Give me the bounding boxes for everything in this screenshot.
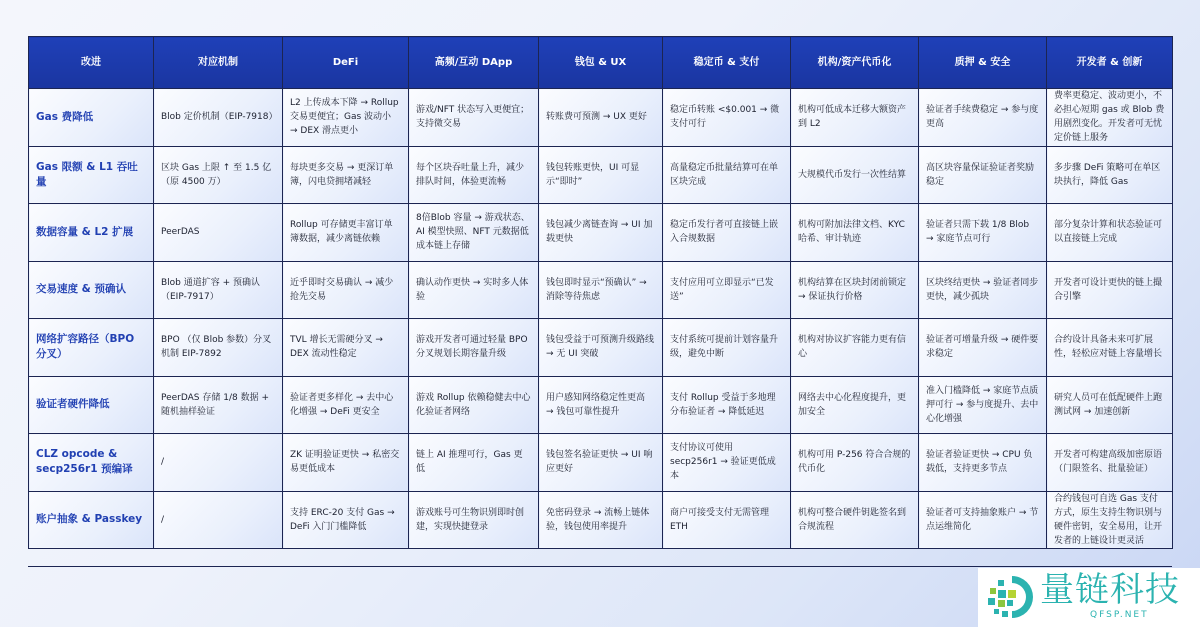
table-cell: 钱包签名验证更快 → UI 响应更好	[539, 434, 663, 492]
table-cell: 支付协议可使用 secp256r1 → 验证更低成本	[663, 434, 791, 492]
row-header-cell: 网络扩容路径（BPO 分叉）	[29, 319, 154, 377]
table-cell: L2 上传成本下降 → Rollup 交易更便宜；Gas 波动小 → DEX 滑点更小	[283, 89, 409, 147]
table-cell: 钱包即时显示“预确认” → 消除等待焦虑	[539, 261, 663, 319]
column-header: 稳定币 & 支付	[663, 37, 791, 89]
comparison-table	[28, 36, 1173, 549]
table-cell: 准入门槛降低 → 家庭节点质押可行 → 参与度提升、去中心化增强	[919, 376, 1047, 434]
table-cell: 费率更稳定、波动更小，不必担心短期 gas 或 Blob 费用剧烈变化。开发者可无忧定价链上服务	[1047, 89, 1173, 147]
table-cell: 合约设计具备未来可扩展性，轻松应对链上容量增长	[1047, 319, 1173, 377]
table-cell: 确认动作更快 → 实时多人体验	[409, 261, 539, 319]
table-cell: 游戏 Rollup 依赖稳健去中心化验证者网络	[409, 376, 539, 434]
column-header: 高频/互动 DApp	[409, 37, 539, 89]
table-cell: 验证者可增量升级 → 硬件要求稳定	[919, 319, 1047, 377]
table-cell: 机构可整合硬件钥匙签名到合规流程	[791, 491, 919, 549]
table-cell: 验证者更多样化 → 去中心化增强 → DeFi 更安全	[283, 376, 409, 434]
table-cell: TVL 增长无需硬分叉 → DEX 流动性稳定	[283, 319, 409, 377]
table-cell: 链上 AI 推理可行，Gas 更低	[409, 434, 539, 492]
table-cell: Blob 定价机制（EIP-7918）	[154, 89, 283, 147]
logo-url: QFSP.NET	[1090, 610, 1149, 620]
table-cell: 免密码登录 → 流畅上链体验，钱包使用率提升	[539, 491, 663, 549]
table-cell: 验证者验证更快 → CPU 负载低，支持更多节点	[919, 434, 1047, 492]
table-row	[29, 491, 1173, 549]
table-row	[29, 261, 1173, 319]
table-cell: 钱包受益于可预测升级路线 → 无 UI 突破	[539, 319, 663, 377]
logo-name: 量链科技	[1040, 570, 1180, 610]
table-cell: 支付应用可立即显示“已发送”	[663, 261, 791, 319]
table-row	[29, 376, 1173, 434]
table-cell: 开发者可设计更快的链上撮合引擎	[1047, 261, 1173, 319]
table-cell: 区块 Gas 上限 ↑ 至 1.5 亿（原 4500 万）	[154, 146, 283, 204]
column-header: 改进	[29, 37, 154, 89]
table-cell: 机构可用 P-256 符合合规的代币化	[791, 434, 919, 492]
table-cell: 钱包转账更快，UI 可显示“即时”	[539, 146, 663, 204]
table-cell: Rollup 可存储更丰富订单簿数据，减少离链依赖	[283, 204, 409, 262]
table-cell: /	[154, 491, 283, 549]
table-row	[29, 319, 1173, 377]
column-header: 机构/资产代币化	[791, 37, 919, 89]
table-cell: 验证者只需下载 1/8 Blob → 家庭节点可行	[919, 204, 1047, 262]
table-row	[29, 89, 1173, 147]
table-cell: ZK 证明验证更快 → 私密交易更低成本	[283, 434, 409, 492]
table-cell: 机构结算在区块封闭前锁定 → 保证执行价格	[791, 261, 919, 319]
table-cell: 转账费可预测 → UX 更好	[539, 89, 663, 147]
table-cell: 游戏/NFT 状态写入更便宜；支持微交易	[409, 89, 539, 147]
table-cell: 合约钱包可自选 Gas 支付方式，原生支持生物识别与硬件密钥，安全易用，让开发者的上链设计更灵活	[1047, 491, 1173, 549]
row-header-cell: 验证者硬件降低	[29, 376, 154, 434]
logo-icon	[984, 572, 1034, 622]
table-cell: 每块更多交易 → 更深订单簿，闪电贷拥堵减轻	[283, 146, 409, 204]
table-cell: PeerDAS 存储 1/8 数据 + 随机抽样验证	[154, 376, 283, 434]
column-header: DeFi	[283, 37, 409, 89]
table-cell: 研究人员可在低配硬件上跑测试网 → 加速创新	[1047, 376, 1173, 434]
table-cell: 机构可附加法律文档、KYC 哈希、审计轨迹	[791, 204, 919, 262]
column-header: 开发者 & 创新	[1047, 37, 1173, 89]
row-header-cell: Gas 限额 & L1 吞吐量	[29, 146, 154, 204]
table-header-row	[29, 37, 1173, 89]
table-cell: 网络去中心化程度提升，更加安全	[791, 376, 919, 434]
table-cell: 机构对协议扩容能力更有信心	[791, 319, 919, 377]
brand-logo	[978, 568, 1200, 627]
table-cell: 开发者可构建高级加密原语（门限签名、批量验证）	[1047, 434, 1173, 492]
row-header-cell: Gas 费降低	[29, 89, 154, 147]
row-header-cell: 交易速度 & 预确认	[29, 261, 154, 319]
table-cell: 支付 Rollup 受益于多地理分布验证者 → 降低延迟	[663, 376, 791, 434]
table-cell: 支持 ERC-20 支付 Gas → DeFi 入门门槛降低	[283, 491, 409, 549]
table-cell: 高量稳定币批量结算可在单区块完成	[663, 146, 791, 204]
table-cell: 每个区块吞吐量上升，减少排队时间，体验更流畅	[409, 146, 539, 204]
table-cell: Blob 通道扩容 + 预确认（EIP-7917）	[154, 261, 283, 319]
table-cell: /	[154, 434, 283, 492]
table-cell: PeerDAS	[154, 204, 283, 262]
table-cell: 商户可接受支付无需管理 ETH	[663, 491, 791, 549]
table-cell: 用户感知网络稳定性更高 → 钱包可靠性提升	[539, 376, 663, 434]
table-cell: 多步骤 DeFi 策略可在单区块执行，降低 Gas	[1047, 146, 1173, 204]
table-cell: 游戏账号可生物识别即时创建，实现快捷登录	[409, 491, 539, 549]
table-cell: 稳定币转账 <$0.001 → 微支付可行	[663, 89, 791, 147]
table-cell: 机构可低成本迁移大额资产到 L2	[791, 89, 919, 147]
table-cell: 验证者手续费稳定 → 参与度更高	[919, 89, 1047, 147]
table-cell: 钱包减少离链查询 → UI 加载更快	[539, 204, 663, 262]
table-cell: 8倍Blob 容量 → 游戏状态、AI 模型快照、NFT 元数据低成本链上存储	[409, 204, 539, 262]
column-header: 钱包 & UX	[539, 37, 663, 89]
table-row	[29, 204, 1173, 262]
footer-divider	[28, 566, 1172, 567]
table-cell: 稳定币发行者可直接链上嵌入合规数据	[663, 204, 791, 262]
table-row	[29, 146, 1173, 204]
row-header-cell: 账户抽象 & Passkey	[29, 491, 154, 549]
table-row	[29, 434, 1173, 492]
table-cell: 近乎即时交易确认 → 减少抢先交易	[283, 261, 409, 319]
row-header-cell: 数据容量 & L2 扩展	[29, 204, 154, 262]
table-cell: 验证者可支持抽象账户 → 节点运维简化	[919, 491, 1047, 549]
table-cell: 部分复杂计算和状态验证可以直接链上完成	[1047, 204, 1173, 262]
table-cell: 大规模代币发行一次性结算	[791, 146, 919, 204]
table-cell: 高区块容量保证验证者奖励稳定	[919, 146, 1047, 204]
column-header: 质押 & 安全	[919, 37, 1047, 89]
column-header: 对应机制	[154, 37, 283, 89]
table-cell: 游戏开发者可通过轻量 BPO 分叉规划长期容量升级	[409, 319, 539, 377]
table-cell: BPO （仅 Blob 参数）分叉机制 EIP-7892	[154, 319, 283, 377]
table-cell: 区块终结更快 → 验证者同步更快，减少孤块	[919, 261, 1047, 319]
table-cell: 支付系统可提前计划容量升级，避免中断	[663, 319, 791, 377]
row-header-cell: CLZ opcode & secp256r1 预编译	[29, 434, 154, 492]
